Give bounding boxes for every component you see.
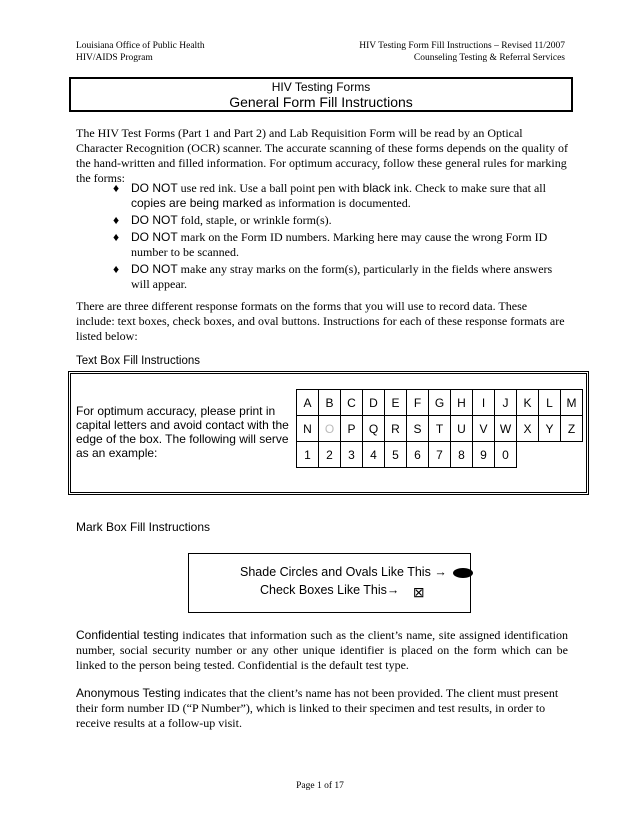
grid-cell: O <box>319 416 341 442</box>
grid-cell: 9 <box>473 442 495 468</box>
mark-box-heading: Mark Box Fill Instructions <box>76 520 211 534</box>
grid-cell: Z <box>561 416 583 442</box>
grid-cell: M <box>561 390 583 416</box>
grid-cell: 5 <box>385 442 407 468</box>
grid-cell: 7 <box>429 442 451 468</box>
grid-cell: V <box>473 416 495 442</box>
grid-cell: 0 <box>495 442 517 468</box>
mark-box-example <box>188 553 471 613</box>
confidential-paragraph: Confidential testing indicates that information such as the client’s name, site assigned identification number, social security number or any other unique identifier is placed on the form which can be linked to the person being tested. Confidential is the default test type. <box>76 628 568 672</box>
grid-cell: N <box>297 416 319 442</box>
checked-box-icon: ⊠ <box>412 584 425 600</box>
grid-cell: T <box>429 416 451 442</box>
header-doc-title: HIV Testing Form Fill Instructions – Revised 11/2007 <box>359 41 565 51</box>
header-program: HIV/AIDS Program <box>76 53 153 63</box>
list-item: ♦ DO NOT mark on the Form ID numbers. Marking here may cause the wrong Form ID number to be scanned. <box>113 230 548 259</box>
diamond-bullet-icon: ♦ <box>113 181 120 195</box>
list-item: ♦ DO NOT use red ink. Use a ball point pen with black ink. Check to make sure that all copies are being marked as information is documented. <box>113 181 546 210</box>
grid-row <box>297 442 583 468</box>
arrow-right-icon: → <box>386 583 400 597</box>
list-item: ♦ DO NOT fold, staple, or wrinkle form(s). <box>113 213 332 227</box>
grid-cell: X <box>517 416 539 442</box>
text-box-heading: Text Box Fill Instructions <box>76 355 200 367</box>
grid-cell: W <box>495 416 517 442</box>
header-left <box>76 40 205 64</box>
grid-cell: U <box>451 416 473 442</box>
formats-paragraph: There are three different response formats on the forms that you will use to record data. These include: text boxes, check boxes, and oval buttons. Instructions for each of these response formats are listed below: <box>76 299 565 343</box>
anonymous-term: Anonymous Testing <box>76 686 181 700</box>
page-number: Page 1 of 17 <box>296 781 344 791</box>
title-box <box>69 77 573 112</box>
filled-oval-icon <box>453 568 473 578</box>
shade-circles-line: Shade Circles and Ovals Like This → <box>240 565 473 579</box>
diamond-bullet-icon: ♦ <box>113 213 120 227</box>
header-department: Counseling Testing & Referral Services <box>413 53 565 63</box>
header-right <box>359 40 565 64</box>
grid-cell: C <box>341 390 363 416</box>
title-line1: HIV Testing Forms <box>271 80 371 94</box>
grid-row <box>297 416 583 442</box>
list-item: ♦ DO NOT make any stray marks on the form(s), particularly in the fields where answers will appear. <box>113 262 553 291</box>
grid-cell: G <box>429 390 451 416</box>
grid-cell: B <box>319 390 341 416</box>
grid-cell: F <box>407 390 429 416</box>
grid-cell: S <box>407 416 429 442</box>
arrow-right-icon: → <box>434 565 447 579</box>
intro-paragraph: The HIV Test Forms (Part 1 and Part 2) and Lab Requisition Form will be read by an Optical Character Recognition (OCR) scanner. The accurate scanning of these forms depends on the quality of the hand-written and filled information. For optimum accuracy, follow these general rules for marking the forms: <box>76 126 568 185</box>
grid-cell: D <box>363 390 385 416</box>
grid-cell: 6 <box>407 442 429 468</box>
header-org: Louisiana Office of Public Health <box>76 41 205 51</box>
rules-list <box>113 181 573 294</box>
grid-cell: 8 <box>451 442 473 468</box>
grid-cell: 2 <box>319 442 341 468</box>
grid-cell: E <box>385 390 407 416</box>
anonymous-paragraph: Anonymous Testing indicates that the client’s name has not been provided. The client must present their form number ID (“P Number”), which is linked to their specimen and test results, in order to receive results at a follow-up visit. <box>76 686 559 730</box>
grid-cell: Y <box>539 416 561 442</box>
grid-cell: Q <box>363 416 385 442</box>
grid-cell: 4 <box>363 442 385 468</box>
grid-empty-cell <box>561 442 583 468</box>
grid-cell: H <box>451 390 473 416</box>
grid-row <box>297 390 583 416</box>
grid-empty-cell <box>517 442 539 468</box>
grid-cell: P <box>341 416 363 442</box>
diamond-bullet-icon: ♦ <box>113 230 120 244</box>
confidential-term: Confidential testing <box>76 628 179 642</box>
grid-cell: I <box>473 390 495 416</box>
page-title: General Form Fill Instructions <box>229 94 413 110</box>
letter-grid <box>296 389 583 468</box>
diamond-bullet-icon: ♦ <box>113 262 120 276</box>
grid-cell: 1 <box>297 442 319 468</box>
grid-cell: 3 <box>341 442 363 468</box>
grid-cell: L <box>539 390 561 416</box>
grid-cell: A <box>297 390 319 416</box>
grid-cell: R <box>385 416 407 442</box>
grid-empty-cell <box>539 442 561 468</box>
check-boxes-line: Check Boxes Like This→ ⊠ <box>260 583 425 600</box>
grid-cell: K <box>517 390 539 416</box>
grid-cell: J <box>495 390 517 416</box>
text-box-instruction: For optimum accuracy, please print in capital letters and avoid contact with the edge of the box. The following will serve as an example: <box>76 404 289 460</box>
